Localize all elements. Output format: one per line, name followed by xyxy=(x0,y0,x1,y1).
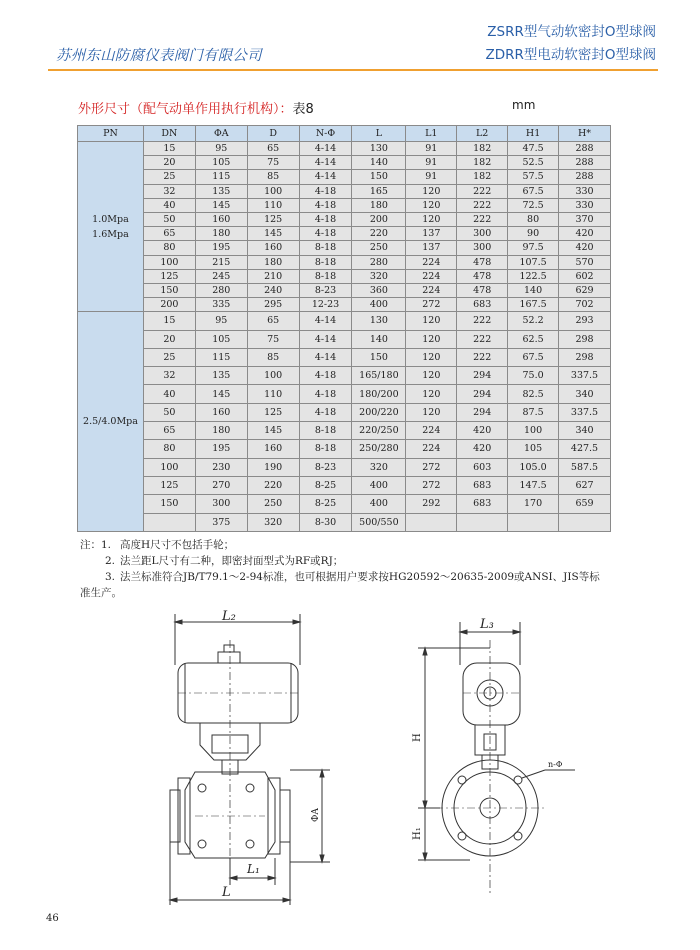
table-cell: 120 xyxy=(406,348,457,366)
note-text: 法兰距L尺寸有二种，即密封面型式为RF或RJ； xyxy=(120,555,344,567)
table-cell: 145 xyxy=(247,227,299,241)
table-cell: 137 xyxy=(406,227,457,241)
dim-label-nphi: n-Φ xyxy=(548,760,563,769)
table-cell: 320 xyxy=(352,458,406,476)
page-number: 46 xyxy=(46,913,59,924)
product-title-electric: ZDRR型电动软密封O型球阀 xyxy=(485,47,656,63)
table-cell: 245 xyxy=(195,269,247,283)
front-view xyxy=(170,609,330,905)
table-cell: 400 xyxy=(352,495,406,513)
table-cell: 130 xyxy=(352,142,406,156)
table-cell: 115 xyxy=(195,170,247,184)
table-cell: 288 xyxy=(559,170,611,184)
table-cell: 4-18 xyxy=(299,385,352,403)
table-cell: 20 xyxy=(143,156,195,170)
table-cell: 65 xyxy=(143,422,195,440)
column-header: N-Φ xyxy=(299,126,352,142)
table-cell: 52.5 xyxy=(508,156,559,170)
table-cell: 85 xyxy=(247,170,299,184)
table-cell: 4-14 xyxy=(299,142,352,156)
table-cell: 224 xyxy=(406,269,457,283)
table-cell: 100 xyxy=(247,184,299,198)
column-header: PN xyxy=(78,126,144,142)
table-cell: 8-30 xyxy=(299,513,352,531)
table-cell: 272 xyxy=(406,458,457,476)
table-cell: 62.5 xyxy=(508,330,559,348)
table-cell: 125 xyxy=(143,269,195,283)
table-cell: 337.5 xyxy=(559,403,611,421)
table-cell: 8-18 xyxy=(299,440,352,458)
table-cell: 67.5 xyxy=(508,348,559,366)
table-cell: 160 xyxy=(195,212,247,226)
table-cell: 220 xyxy=(247,476,299,494)
table-cell: 200/220 xyxy=(352,403,406,421)
table-cell: 85 xyxy=(247,348,299,366)
column-header: ΦA xyxy=(195,126,247,142)
column-header: D xyxy=(247,126,299,142)
dim-label-l1: L₁ xyxy=(247,862,260,876)
table-cell: 702 xyxy=(559,298,611,312)
table-cell: 292 xyxy=(406,495,457,513)
table-cell: 222 xyxy=(457,330,508,348)
table-cell: 91 xyxy=(406,142,457,156)
table-cell: 250/280 xyxy=(352,440,406,458)
table-cell: 80 xyxy=(143,440,195,458)
table-cell: 20 xyxy=(143,330,195,348)
table-number: 表8 xyxy=(292,102,314,117)
table-cell: 82.5 xyxy=(508,385,559,403)
table-cell: 97.5 xyxy=(508,241,559,255)
table-cell: 100 xyxy=(143,255,195,269)
table-cell: 50 xyxy=(143,403,195,421)
table-cell: 294 xyxy=(457,403,508,421)
note-number: 2. xyxy=(105,555,116,567)
table-cell: 200 xyxy=(352,212,406,226)
table-cell: 72.5 xyxy=(508,198,559,212)
table-cell: 300 xyxy=(195,495,247,513)
table-cell: 180 xyxy=(247,255,299,269)
table-cell: 222 xyxy=(457,212,508,226)
table-cell: 195 xyxy=(195,440,247,458)
table-cell: 50 xyxy=(143,212,195,226)
table-cell: 330 xyxy=(559,198,611,212)
table-cell: 105 xyxy=(195,330,247,348)
table-cell: 4-18 xyxy=(299,227,352,241)
table-cell: 80 xyxy=(508,212,559,226)
table-cell: 8-25 xyxy=(299,495,352,513)
table-cell: 137 xyxy=(406,241,457,255)
table-cell: 65 xyxy=(247,312,299,330)
table-cell: 220 xyxy=(352,227,406,241)
table-cell: 400 xyxy=(352,476,406,494)
table-cell: 91 xyxy=(406,156,457,170)
table-cell: 15 xyxy=(143,312,195,330)
table-cell: 602 xyxy=(559,269,611,283)
table-cell: 300 xyxy=(457,241,508,255)
table-cell: 110 xyxy=(247,385,299,403)
table-cell: 280 xyxy=(352,255,406,269)
table-cell: 120 xyxy=(406,212,457,226)
table-cell: 420 xyxy=(559,241,611,255)
table-cell: 105 xyxy=(508,440,559,458)
table-cell: 150 xyxy=(143,283,195,297)
table-cell: 135 xyxy=(195,184,247,198)
pressure-class-label: 1.6Mpa xyxy=(92,228,129,240)
table-cell: 427.5 xyxy=(559,440,611,458)
product-title-pneumatic: ZSRR型气动软密封O型球阀 xyxy=(487,24,656,40)
table-cell: 95 xyxy=(195,142,247,156)
table-cell: 320 xyxy=(247,513,299,531)
table-cell: 4-18 xyxy=(299,184,352,198)
table-cell: 335 xyxy=(195,298,247,312)
column-header: H* xyxy=(559,126,611,142)
table-cell: 220/250 xyxy=(352,422,406,440)
table-cell: 100 xyxy=(247,367,299,385)
table-cell: 240 xyxy=(247,283,299,297)
table-cell: 8-23 xyxy=(299,458,352,476)
table-cell: 107.5 xyxy=(508,255,559,269)
table-cell: 150 xyxy=(352,348,406,366)
table-cell: 230 xyxy=(195,458,247,476)
table-cell: 400 xyxy=(352,298,406,312)
note-text: 法兰标准符合JB/T79.1～2-94标准，也可根据用户要求按HG20592～20635-2009或ANSI、JIS等标 xyxy=(120,571,600,583)
table-cell: 120 xyxy=(406,184,457,198)
table-cell: 32 xyxy=(143,367,195,385)
table-cell: 222 xyxy=(457,184,508,198)
table-cell: 75 xyxy=(247,330,299,348)
table-cell: 120 xyxy=(406,312,457,330)
table-cell: 75 xyxy=(247,156,299,170)
table-cell: 125 xyxy=(247,403,299,421)
table-cell: 294 xyxy=(457,385,508,403)
table-cell: 8-18 xyxy=(299,422,352,440)
table-cell: 57.5 xyxy=(508,170,559,184)
table-cell: 182 xyxy=(457,156,508,170)
column-header: H1 xyxy=(508,126,559,142)
table-cell: 603 xyxy=(457,458,508,476)
table-cell: 145 xyxy=(195,198,247,212)
table-cell: 75.0 xyxy=(508,367,559,385)
table-cell: 105 xyxy=(195,156,247,170)
table-cell: 90 xyxy=(508,227,559,241)
table-cell: 150 xyxy=(352,170,406,184)
section-title-text: 外形尺寸（配气动单作用执行机构）： xyxy=(78,102,293,117)
table-cell: 130 xyxy=(352,312,406,330)
table-cell: 180 xyxy=(195,422,247,440)
table-cell: 683 xyxy=(457,495,508,513)
table-cell: 360 xyxy=(352,283,406,297)
table-cell: 270 xyxy=(195,476,247,494)
table-cell: 300 xyxy=(457,227,508,241)
table-cell: 25 xyxy=(143,170,195,184)
company-name: 苏州东山防腐仪表阀门有限公司 xyxy=(56,48,262,64)
side-view xyxy=(412,617,575,895)
table-cell: 570 xyxy=(559,255,611,269)
table-cell: 210 xyxy=(247,269,299,283)
table-cell: 222 xyxy=(457,198,508,212)
table-cell: 160 xyxy=(247,241,299,255)
table-cell: 120 xyxy=(406,330,457,348)
notes-label: 注： xyxy=(80,539,101,551)
table-cell: 8-18 xyxy=(299,269,352,283)
table-cell: 140 xyxy=(352,156,406,170)
table-cell: 180/200 xyxy=(352,385,406,403)
note-number: 1. xyxy=(101,539,112,551)
table-cell: 293 xyxy=(559,312,611,330)
table-cell: 165/180 xyxy=(352,367,406,385)
table-cell: 200 xyxy=(143,298,195,312)
table-cell: 8-18 xyxy=(299,241,352,255)
pressure-class-label: 1.0Mpa xyxy=(92,213,129,225)
table-cell: 295 xyxy=(247,298,299,312)
table-cell: 4-18 xyxy=(299,367,352,385)
table-cell: 180 xyxy=(352,198,406,212)
table-cell: 370 xyxy=(559,212,611,226)
table-cell: 222 xyxy=(457,312,508,330)
table-cell: 182 xyxy=(457,170,508,184)
table-cell: 12-23 xyxy=(299,298,352,312)
table-cell: 4-18 xyxy=(299,198,352,212)
table-cell: 627 xyxy=(559,476,611,494)
table-cell: 340 xyxy=(559,422,611,440)
table-cell: 15 xyxy=(143,142,195,156)
table-cell: 224 xyxy=(406,422,457,440)
table-cell: 145 xyxy=(247,422,299,440)
table-cell: 8-25 xyxy=(299,476,352,494)
table-cell: 4-18 xyxy=(299,212,352,226)
table-cell: 4-14 xyxy=(299,348,352,366)
table-cell: 420 xyxy=(457,440,508,458)
table-cell: 320 xyxy=(352,269,406,283)
table-cell: 330 xyxy=(559,184,611,198)
table-cell: 110 xyxy=(247,198,299,212)
table-cell: 160 xyxy=(195,403,247,421)
table-cell: 91 xyxy=(406,170,457,184)
table-cell: 140 xyxy=(352,330,406,348)
table-cell: 224 xyxy=(406,440,457,458)
table-cell: 683 xyxy=(457,298,508,312)
dim-label-h: H xyxy=(412,733,423,742)
table-cell: 250 xyxy=(247,495,299,513)
table-cell: 420 xyxy=(457,422,508,440)
table-cell: 25 xyxy=(143,348,195,366)
table-cell: 478 xyxy=(457,283,508,297)
table-cell: 500/550 xyxy=(352,513,406,531)
table-cell: 478 xyxy=(457,255,508,269)
table-cell: 115 xyxy=(195,348,247,366)
table-cell: 135 xyxy=(195,367,247,385)
table-cell: 298 xyxy=(559,348,611,366)
table-cell: 32 xyxy=(143,184,195,198)
table-cell: 222 xyxy=(457,348,508,366)
table-cell: 150 xyxy=(143,495,195,513)
table-cell: 160 xyxy=(247,440,299,458)
dim-label-l: L xyxy=(222,885,231,900)
table-cell: 659 xyxy=(559,495,611,513)
table-cell: 87.5 xyxy=(508,403,559,421)
table-cell: 215 xyxy=(195,255,247,269)
unit-label: mm xyxy=(512,98,536,112)
table-cell: 120 xyxy=(406,385,457,403)
table-cell: 120 xyxy=(406,403,457,421)
table-cell: 167.5 xyxy=(508,298,559,312)
table-cell: 47.5 xyxy=(508,142,559,156)
table-cell: 4-14 xyxy=(299,312,352,330)
table-cell: 67.5 xyxy=(508,184,559,198)
column-header: L2 xyxy=(457,126,508,142)
table-cell: 170 xyxy=(508,495,559,513)
table-cell: 4-14 xyxy=(299,330,352,348)
note-number: 3. xyxy=(105,571,116,583)
table-cell: 120 xyxy=(406,198,457,212)
table-cell: 147.5 xyxy=(508,476,559,494)
column-header: L1 xyxy=(406,126,457,142)
table-cell: 8-23 xyxy=(299,283,352,297)
table-cell: 294 xyxy=(457,367,508,385)
pressure-class-label: 2.5/4.0Mpa xyxy=(83,416,138,428)
table-cell: 95 xyxy=(195,312,247,330)
table-cell: 125 xyxy=(143,476,195,494)
table-cell: 587.5 xyxy=(559,458,611,476)
table-cell: 420 xyxy=(559,227,611,241)
table-cell: 224 xyxy=(406,255,457,269)
table-cell: 4-14 xyxy=(299,170,352,184)
table-cell: 122.5 xyxy=(508,269,559,283)
table-cell: 120 xyxy=(406,367,457,385)
table-cell: 80 xyxy=(143,241,195,255)
table-cell: 190 xyxy=(247,458,299,476)
table-cell: 125 xyxy=(247,212,299,226)
table-cell: 100 xyxy=(508,422,559,440)
table-cell: 182 xyxy=(457,142,508,156)
table-cell: 52.2 xyxy=(508,312,559,330)
table-cell: 100 xyxy=(143,458,195,476)
table-cell: 288 xyxy=(559,156,611,170)
note-continuation: 准生产。 xyxy=(80,587,122,599)
table-cell: 4-18 xyxy=(299,403,352,421)
column-header: DN xyxy=(143,126,195,142)
table-cell: 629 xyxy=(559,283,611,297)
table-cell: 65 xyxy=(143,227,195,241)
table-cell: 165 xyxy=(352,184,406,198)
table-cell: 180 xyxy=(195,227,247,241)
table-cell: 195 xyxy=(195,241,247,255)
table-cell: 478 xyxy=(457,269,508,283)
table-cell: 8-18 xyxy=(299,255,352,269)
table-cell: 272 xyxy=(406,476,457,494)
table-cell: 683 xyxy=(457,476,508,494)
table-cell: 288 xyxy=(559,142,611,156)
table-cell: 145 xyxy=(195,385,247,403)
table-cell: 40 xyxy=(143,198,195,212)
table-cell: 140 xyxy=(508,283,559,297)
note-text: 高度H尺寸不包括手轮； xyxy=(120,539,235,551)
table-cell: 4-14 xyxy=(299,156,352,170)
dim-label-h1: H₁ xyxy=(412,827,423,840)
dim-label-l2: L₂ xyxy=(222,609,236,624)
table-cell: 65 xyxy=(247,142,299,156)
table-cell: 224 xyxy=(406,283,457,297)
dim-label-phia: ΦA xyxy=(311,808,321,822)
table-cell: 375 xyxy=(195,513,247,531)
table-cell: 250 xyxy=(352,241,406,255)
column-header: L xyxy=(352,126,406,142)
table-cell: 340 xyxy=(559,385,611,403)
table-cell: 272 xyxy=(406,298,457,312)
dim-label-l3: L₃ xyxy=(480,617,494,632)
table-cell: 280 xyxy=(195,283,247,297)
table-cell: 40 xyxy=(143,385,195,403)
table-cell: 105.0 xyxy=(508,458,559,476)
table-cell: 337.5 xyxy=(559,367,611,385)
table-cell: 298 xyxy=(559,330,611,348)
